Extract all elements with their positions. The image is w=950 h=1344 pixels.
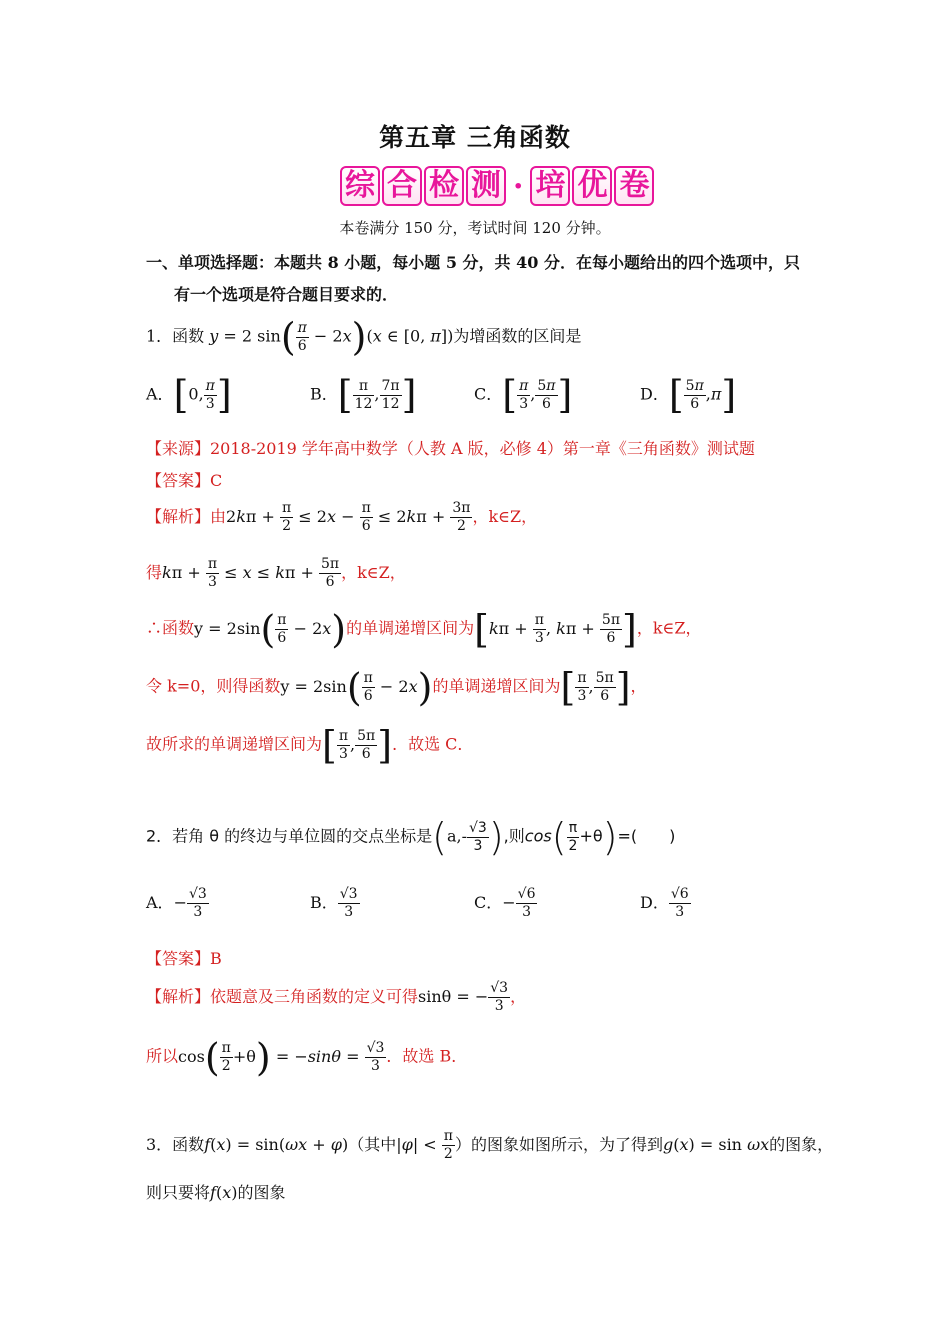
q2-cos: cos <box>524 826 552 846</box>
banner-char: 测 <box>466 166 506 206</box>
q1-source: 【来源】2018-2019 学年高中数学（人教 A 版，必修 4）第一章《三角函数》测试题 <box>146 439 755 458</box>
q1-analysis-3: ∴函数y = 2sin( $\frac{\pi}{6}$ − 2x)的单调递增区间为[kπ + $\frac{\pi}{3}$ , kπ + $\frac{5\pi}{6}$ ]，k∈Z， <box>146 607 702 651</box>
option-label: C． <box>474 384 503 404</box>
analysis-label: ∴函数 <box>146 618 195 638</box>
option-label: B． <box>310 893 338 912</box>
option-label: D． <box>640 384 669 404</box>
q1-option-b: B．[ $\frac{\pi}{12}$ , $\frac{7\pi}{12}$ ] <box>310 373 417 417</box>
q3-stem-line2: 则只要将f(x)的图象 <box>146 1183 286 1202</box>
analysis-label: 得 <box>146 563 163 582</box>
k-in-z: ，k∈Z， <box>636 618 702 638</box>
section-header-line2: 有一个选项是符合题目要求的． <box>174 285 399 304</box>
analysis-mid: 的单调递增区间为 <box>432 676 561 696</box>
analysis-label: 【解析】由 <box>146 507 227 526</box>
q3-part: 的图象， <box>769 1135 834 1154</box>
banner-char: 检 <box>424 166 464 206</box>
analysis-tail: ．故选 C． <box>392 734 474 754</box>
q2-option-b: B． $\frac{√3}{3}$ <box>310 886 358 920</box>
analysis-label: 所以 <box>146 1046 179 1066</box>
k-in-z: ，k∈Z， <box>341 563 406 582</box>
banner-dot: · <box>513 168 524 204</box>
analysis-mid: 的单调递增区间为 <box>346 618 475 638</box>
k-in-z: ，k∈Z， <box>472 507 538 526</box>
q2-number: 2．若角 θ 的终边与单位圆的交点坐标是 <box>146 826 433 846</box>
q2-option-c: C．− $\frac{√6}{3}$ <box>474 886 536 920</box>
q2-analysis-2: 所以cos( $\frac{\pi}{2}$ +θ) = −sinθ = $\frac{√3}{3}$ ．故选 B． <box>146 1035 468 1079</box>
q1-analysis-4: 令 k=0，则得函数y = 2sin( $\frac{\pi}{6}$ − 2x)的单调递增区间为[ $\frac{\pi}{3}$ , $\frac{5\pi}{6}$ ]， <box>146 665 647 709</box>
banner-char: 合 <box>382 166 422 206</box>
q1-analysis-1: 【解析】由2kπ + $\frac{\pi}{2}$ ≤ 2x − $\frac{\pi}{6}$ ≤ 2kπ + $\frac{3\pi}{2}$ ，k∈Z， <box>146 500 538 534</box>
banner-char: 综 <box>340 166 380 206</box>
section-header-line1: 一、单项选择题：本题共 8 小题，每小题 5 分，共 40 分．在每小题给出的四个选项中，只 <box>146 253 800 272</box>
q1-number: 1．函数 <box>146 326 205 346</box>
q2-option-d: D． $\frac{√6}{3}$ <box>640 886 689 920</box>
q1-analysis-5: 故所求的单调递增区间为[ $\frac{\pi}{3}$ , $\frac{5\pi}{6}$ ]．故选 C． <box>146 723 474 767</box>
page-title: 第五章 三角函数 <box>379 123 571 152</box>
q1-analysis-2: 得kπ + $\frac{\pi}{3}$ ≤ x ≤ kπ + $\frac{5\pi}{6}$ ，k∈Z， <box>146 556 406 590</box>
banner-char: 培 <box>530 166 570 206</box>
q3-part: ）的图象如图所示，为了得到 <box>454 1135 663 1154</box>
q1-option-d: D．[ $\frac{5\pi}{6}$ ,π] <box>640 373 737 417</box>
q2-answer: 【答案】B <box>146 949 222 968</box>
option-label: C． <box>474 893 503 912</box>
q1-option-a: A．[0, $\frac{\pi}{3}$ ] <box>146 373 232 417</box>
q1-stem: 1．函数 y = 2 sin( $\frac{\pi}{6}$ − 2x)(x ∈ [0, π])为增函数的区间是 <box>146 315 582 359</box>
option-label: D． <box>640 893 669 912</box>
q1-option-c: C．[ $\frac{\pi}{3}$ , $\frac{5\pi}{6}$ ] <box>474 373 573 417</box>
banner-char: 优 <box>572 166 612 206</box>
q2-option-a: A．− $\frac{√3}{3}$ <box>146 886 207 920</box>
q2-mid: ,则 <box>503 826 525 846</box>
option-label: A． <box>146 384 174 404</box>
analysis-tail: ．故选 B． <box>386 1046 468 1066</box>
banner <box>339 166 655 206</box>
q3-part: （其中 <box>348 1135 397 1154</box>
analysis-label: 令 k=0，则得函数 <box>146 676 281 696</box>
analysis-label: 故所求的单调递增区间为 <box>146 734 323 754</box>
q2-stem: 2．若角 θ 的终边与单位圆的交点坐标是(a,- $\frac{√3}{3}$ ),则cos( $\frac{\pi}{2}$ +θ)=( ) <box>146 815 676 859</box>
q1-answer: 【答案】C <box>146 471 223 490</box>
q3-part: 的图象 <box>237 1183 286 1202</box>
q2-tail: =( ) <box>617 826 676 846</box>
option-label: A． <box>146 893 174 912</box>
q3-part: 3．函数 <box>146 1135 205 1154</box>
q2-analysis-1: 【解析】依题意及三角函数的定义可得sinθ = − $\frac{√3}{3}$ ， <box>146 980 527 1014</box>
option-label: B． <box>310 384 338 404</box>
banner-char: 卷 <box>614 166 654 206</box>
q3-part: 则只要将 <box>146 1183 211 1202</box>
q3-stem-line1: 3．函数f(x) = sin(ωx + φ)（其中|φ| < $\frac{\pi}{2}$ ）的图象如图所示，为了得到g(x) = sin ωx的图象， <box>146 1128 834 1162</box>
analysis-label: 【解析】依题意及三角函数的定义可得 <box>146 987 419 1006</box>
q1-tail: 为增函数的区间是 <box>453 326 582 346</box>
subtitle: 本卷满分 150 分，考试时间 120 分钟。 <box>339 219 611 237</box>
